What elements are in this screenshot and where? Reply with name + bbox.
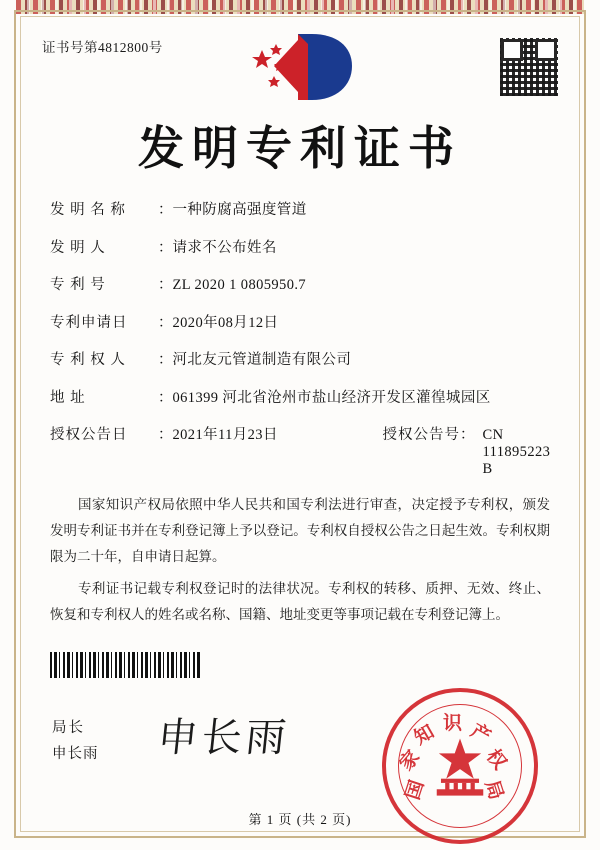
seal-char: 权: [481, 745, 511, 774]
field-row: [50, 348, 550, 369]
field-value: 河北友元管道制造有限公司: [172, 352, 352, 368]
field-row: [50, 386, 550, 407]
field-row: [50, 198, 550, 219]
seal-char: 国: [401, 777, 429, 803]
seal-char: 家: [395, 746, 425, 775]
barcode-icon: [50, 652, 200, 678]
field-colon: ：: [460, 427, 475, 443]
field-list: [50, 198, 550, 495]
field-label: 发 明 人: [50, 239, 106, 256]
field-colon: ：: [158, 314, 173, 331]
field-label: 授权公告日: [50, 427, 128, 443]
field-label: 专 利 权 人: [50, 352, 126, 368]
field-value: 2021年11月23日: [172, 427, 278, 443]
field-colon: ：: [158, 239, 173, 256]
field-label: 发 明 名 称: [50, 202, 126, 218]
director-name: 申长雨: [52, 746, 99, 762]
field-label: 地 址: [50, 389, 86, 406]
field-row: [50, 236, 550, 257]
director-signature: 申长雨: [155, 715, 293, 761]
field-label-secondary: 授权公告号: [382, 427, 460, 443]
field-value: 请求不公布姓名: [172, 239, 277, 256]
cnipa-emblem-icon: [240, 30, 360, 104]
field-value: 一种防腐高强度管道: [172, 202, 307, 218]
field-label: 专利申请日: [50, 314, 128, 331]
field-value-secondary: CN 111895223 B: [482, 427, 551, 477]
qr-code-icon: [500, 38, 558, 96]
field-row-dual: [50, 423, 550, 478]
field-colon: ：: [158, 352, 173, 368]
seal-char: 知: [410, 720, 438, 750]
field-value: ZL 2020 1 0805950.7: [172, 277, 307, 293]
seal-char: 产: [467, 719, 495, 749]
field-colon: ：: [158, 277, 173, 293]
seal-char: 识: [443, 712, 463, 734]
legal-paragraph: 国家知识产权局依照中华人民共和国专利法进行审查，决定授予专利权，颁发发明专利证书并在专利登记簿上予以登记。专利权自授权公告之日起生效。专利权期限为二十年，自申请日起算。: [50, 497, 550, 564]
field-row: [50, 311, 550, 332]
page-footer: 第 1 页 (共 2 页): [248, 812, 352, 827]
field-label: 专 利 号: [50, 277, 106, 293]
field-colon: ：: [158, 202, 173, 218]
director-title-label: 局长: [52, 720, 85, 736]
legal-text-block: [50, 492, 550, 634]
field-value: 2020年08月12日: [172, 314, 279, 331]
certificate-number: 证书号第4812800号: [42, 40, 163, 55]
field-colon: ：: [158, 427, 173, 443]
seal-char: 局: [480, 777, 508, 803]
legal-paragraph: 专利证书记载专利权登记时的法律状况。专利权的转移、质押、无效、终止、恢复和专利权人的姓名或名称、国籍、地址变更等事项记载在专利登记簿上。: [50, 581, 550, 622]
field-colon: ：: [158, 389, 173, 406]
field-row: [50, 273, 550, 294]
page-title: 发明专利证书: [138, 121, 462, 175]
field-value: 061399 河北省沧州市盐山经济开发区灌徨城园区: [172, 389, 491, 406]
